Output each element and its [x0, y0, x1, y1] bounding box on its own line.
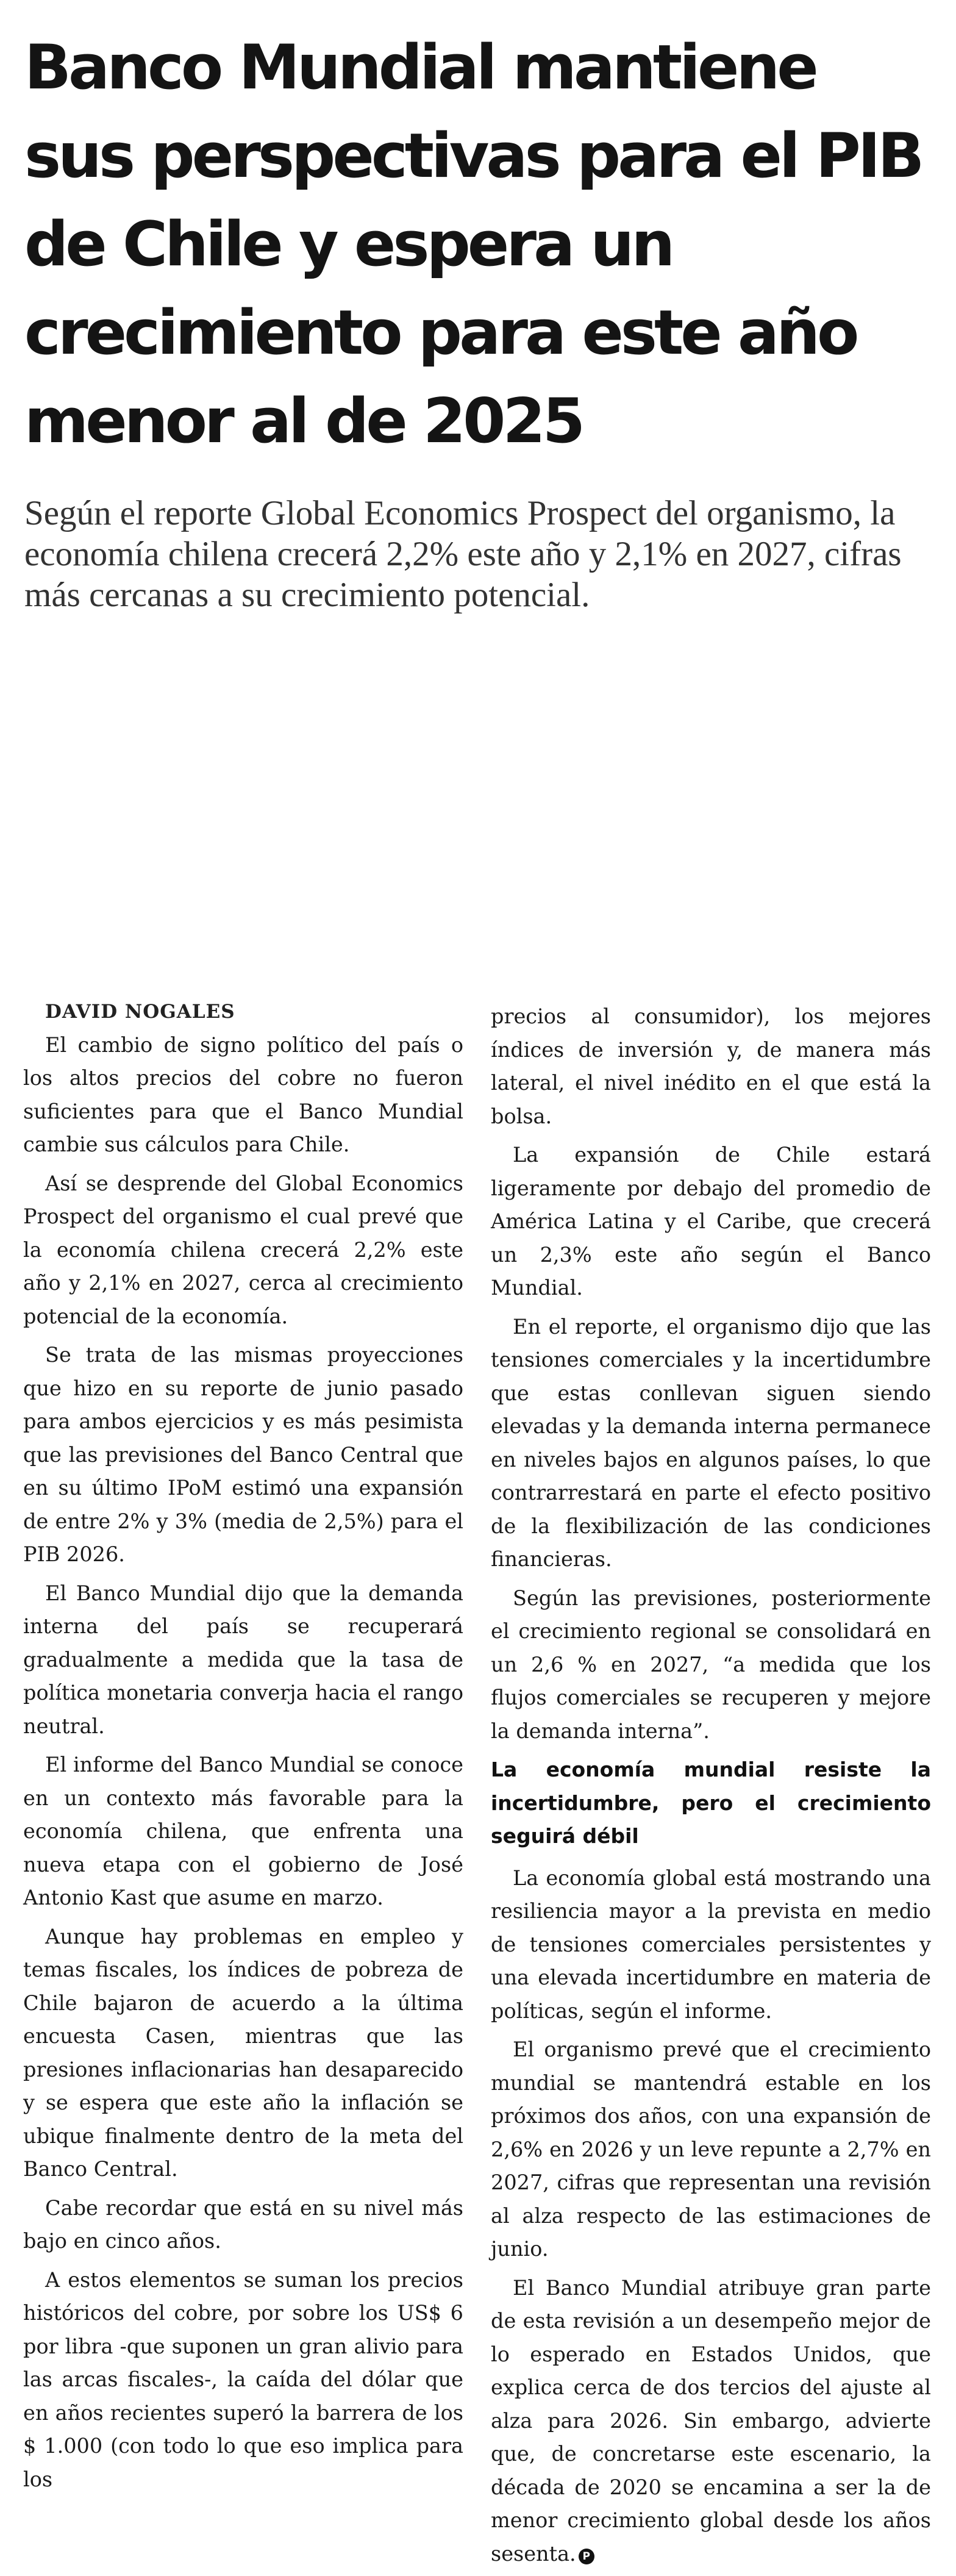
paragraph: La economía global está mostrando una resiliencia mayor a la prevista en medio de tensiones comerciales persistentes y una elevada incertidumbre en materia de políticas, según el informe.	[491, 1866, 931, 2023]
paragraph: Según las previsiones, posteriormente el crecimiento regional se consolidará en un 2,6 % en 2027, “a medida que los flujos comerciales se recuperen y mejore la demanda interna”.	[491, 1586, 931, 1743]
end-of-article-icon: P	[579, 2549, 594, 2564]
left-column	[23, 995, 463, 2502]
byline: DAVID NOGALES	[45, 1001, 235, 1023]
paragraph: El Banco Mundial dijo que la demanda interna del país se recuperará gradualmente a medida que la tasa de política monetaria converja hacia el rango neutral.	[23, 1581, 463, 1738]
final-paragraph-text: El Banco Mundial atribuye gran parte de esta revisión a un desempeño mejor de lo esperado en Estados Unidos, que explica cerca de dos tercios del ajuste al alza para 2026. Sin embargo, advierte que, de concretarse este escenario, la década de 2020 se encamina a ser la de menor crecimiento global desde los años sesenta.	[491, 2275, 931, 2566]
paragraph-final	[491, 2272, 931, 2571]
paragraph: A estos elementos se suman los precios históricos del cobre, por sobre los US$ 6 por libra -que suponen un gran alivio para las arcas fiscales-, la caída del dólar que en años recientes superó la barrera de los $ 1.000 (con todo lo que eso implica para los	[23, 2267, 463, 2491]
paragraph-continued: precios al consumidor), los mejores índices de inversión y, de manera más lateral, el nivel inédito en el que está la bolsa.	[491, 1004, 931, 1128]
paragraph: La expansión de Chile estará ligeramente por debajo del promedio de América Latina y el Caribe, que crecerá un 2,3% este año según el Banco Mundial.	[491, 1143, 931, 1300]
paragraph: Cabe recordar que está en su nivel más bajo en cinco años.	[23, 2195, 463, 2253]
right-column	[491, 1000, 931, 2576]
headline: Banco Mundial mantiene sus perspectivas para el PIB de Chile y espera un crecimiento para este año menor al de 2025	[24, 31, 922, 457]
paragraph: En el reporte, el organismo dijo que las tensiones comerciales y la incertidumbre que estas conllevan siguen siendo elevadas y la demanda interna permanece en niveles bajos en algunos países, lo que contrarrestará en parte el efecto positivo de la flexibilización de las condiciones financieras.	[491, 1314, 931, 1571]
paragraph: El cambio de signo político del país o los altos precios del cobre no fueron suficientes para que el Banco Mundial cambie sus cálculos para Chile.	[23, 1032, 463, 1156]
deck-summary: Según el reporte Global Economics Prospect del organismo, la economía chilena crecerá 2,2% este año y 2,1% en 2027, cifras más cercanas a su crecimiento potencial.	[24, 494, 902, 614]
paragraph: El organismo prevé que el crecimiento mundial se mantendrá estable en los próximos dos años, con una expansión de 2,6% en 2026 y un leve repunte a 2,7% en 2027, cifras que representan una revisión al alza respecto de las estimaciones de junio.	[491, 2038, 931, 2261]
paragraph: El informe del Banco Mundial se conoce en un contexto más favorable para la economía chilena, que enfrenta una nueva etapa con el gobierno de José Antonio Kast que asume en marzo.	[23, 1753, 463, 1909]
subheading: La economía mundial resiste la incertidumbre, pero el crecimiento seguirá débil	[491, 1758, 931, 1848]
paragraph: Así se desprende del Global Economics Prospect del organismo el cual prevé que la economía chilena crecerá 2,2% este año y 2,1% en 2027, cerca al crecimiento potencial de la economía.	[23, 1171, 463, 1328]
paragraph: Aunque hay problemas en empleo y temas fiscales, los índices de pobreza de Chile bajaron de acuerdo a la última encuesta Casen, mientras que las presiones inflacionarias han desaparecido y se espera que este año la inflación se ubique finalmente dentro de la meta del Banco Central.	[23, 1924, 463, 2181]
paragraph: Se trata de las mismas proyecciones que hizo en su reporte de junio pasado para ambos ejercicios y es más pesimista que las previsiones del Banco Central que en su último IPoM estimó una expansión de entre 2% y 3% (media de 2,5%) para el PIB 2026.	[23, 1343, 463, 1566]
